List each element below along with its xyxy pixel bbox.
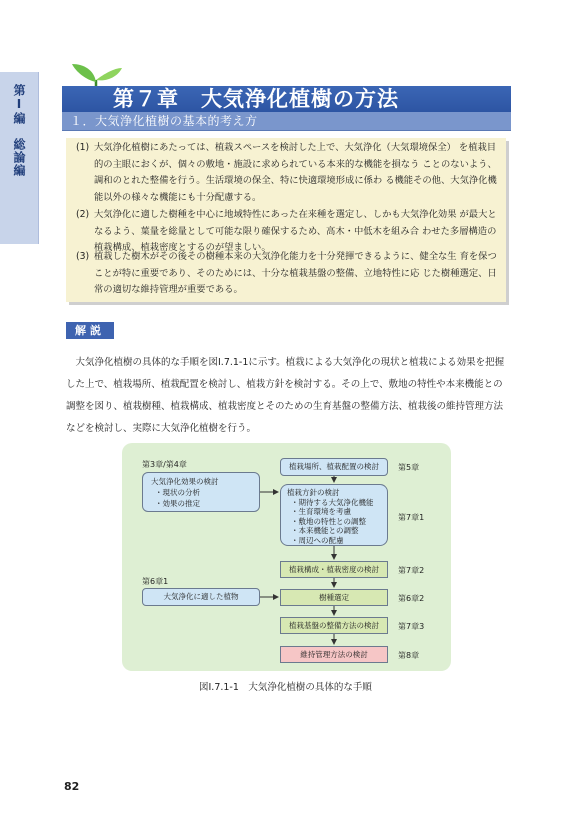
chapter-ref: 第7章3: [398, 622, 425, 631]
flow-step-species: 樹種選定: [280, 589, 388, 606]
effect-box-item: ・効果の推定: [155, 499, 200, 508]
flow-step-site: 植栽場所、植栽配置の検討: [280, 458, 388, 476]
principle-line: が最大となるよう、葉量を総量として可能な限り確保するため、高木・中低木を組み合: [94, 209, 497, 237]
policy-item: ・敷地の特性との調整: [291, 516, 366, 526]
flow-step-policy-title: 植栽方針の検討: [287, 488, 340, 497]
principle-3: [76, 249, 500, 299]
policy-item: ・期待する大気浄化機能: [291, 497, 374, 507]
policy-item: ・本来機能との調整: [291, 526, 359, 535]
flow-step-composition: 植栽構成・植栽密度の検討: [280, 561, 388, 578]
principle-number: (3): [76, 251, 90, 262]
principles-box: [66, 138, 506, 302]
flow-step-foundation: 植栽基盤の整備方法の検討: [280, 617, 388, 634]
flow-step-policy: [280, 484, 388, 546]
effect-box-item: ・現状の分析: [155, 488, 200, 497]
body-paragraph: 大気浄化植樹の具体的な手順を図Ⅰ.7.1-1に示す。植栽による大気浄化の現状と植栽による効果を把握した上で、植栽場所、植栽配置を検討し、植栽方針を検討する。その上で、敷地の特性や本来機能との調整を図り、植栽樹種、植栽構成、植栽密度とそのための生育基盤の整備方法、植栽後の維持管理方法などを検討し、実際に大気浄化植樹を行う。: [66, 357, 505, 434]
side-tab-title: 総論編: [12, 138, 26, 177]
chapter-title: 第７章 大気浄化植樹の方法: [113, 87, 399, 111]
principle-line: じた樹種選定、日常の適切な維持管理が重要である。: [94, 267, 497, 296]
effect-box: [142, 472, 260, 512]
principle-line: 大気浄化に適した樹種を中心に地域特性にあった在来種を選定し、しかも大気浄化効果: [94, 209, 457, 220]
principle-line: を植栽目的の主眼におくが、個々の敷地・施設に求められている本来的な機能を損なう: [94, 142, 497, 170]
policy-item: ・周辺への配慮: [291, 535, 344, 545]
principle-line: 育を保つことが特に重要であり、そのためには、十分な植栽基盤の整備、立地特性に応: [94, 251, 497, 279]
effect-box-title: 大気浄化効果の検討: [151, 477, 219, 486]
policy-item: ・生育環境を考慮: [291, 507, 351, 516]
principle-number: (2): [76, 209, 90, 220]
chapter-ref: 第6章2: [398, 594, 425, 603]
principle-line: ことのないよう、調和のとれた整備を行う。生活環境の保全、特に快適環境形成に係わ: [94, 158, 497, 187]
side-tab-text: [9, 84, 29, 177]
side-tab: [0, 72, 39, 244]
flow-step-maintenance: 維持管理方法の検討: [280, 646, 388, 663]
suitable-plants-box: 大気浄化に適した植物: [142, 588, 260, 606]
principle-number: (1): [76, 142, 90, 153]
principle-1: [76, 140, 500, 207]
principle-line: る機能その他、大気浄化機能以外の様々な機能にも十分配慮する。: [94, 175, 497, 204]
principle-line: わせた多層構造の植栽構成、植栽密度とするのが望ましい。: [94, 225, 497, 254]
chapter-ref: 第5章: [398, 463, 420, 472]
principle-line: 植栽した樹木がその後その樹種本来の大気浄化能力を十分発揮できるように、健全な生: [94, 251, 457, 262]
section-title: １．大気浄化植樹の基本的考え方: [70, 114, 258, 128]
chapter-ref-left-mid: 第6章1: [142, 577, 169, 586]
figure-caption: 図Ⅰ.7.1-1 大気浄化植樹の具体的な手順: [199, 682, 372, 693]
chapter-ref: 第7章2: [398, 566, 425, 575]
page-number: 82: [64, 780, 80, 793]
side-tab-part: 第Ⅰ編: [12, 84, 26, 125]
chapter-ref-left-top: 第3章/第4章: [142, 460, 187, 469]
kaisetsu-label: 解説: [66, 322, 114, 339]
principle-line: 大気浄化植樹にあたっては、植栽スペースを検討した上で、大気浄化（大気環境保全）: [94, 142, 456, 153]
chapter-ref: 第7章1: [398, 513, 425, 522]
chapter-ref: 第8章: [398, 651, 420, 660]
